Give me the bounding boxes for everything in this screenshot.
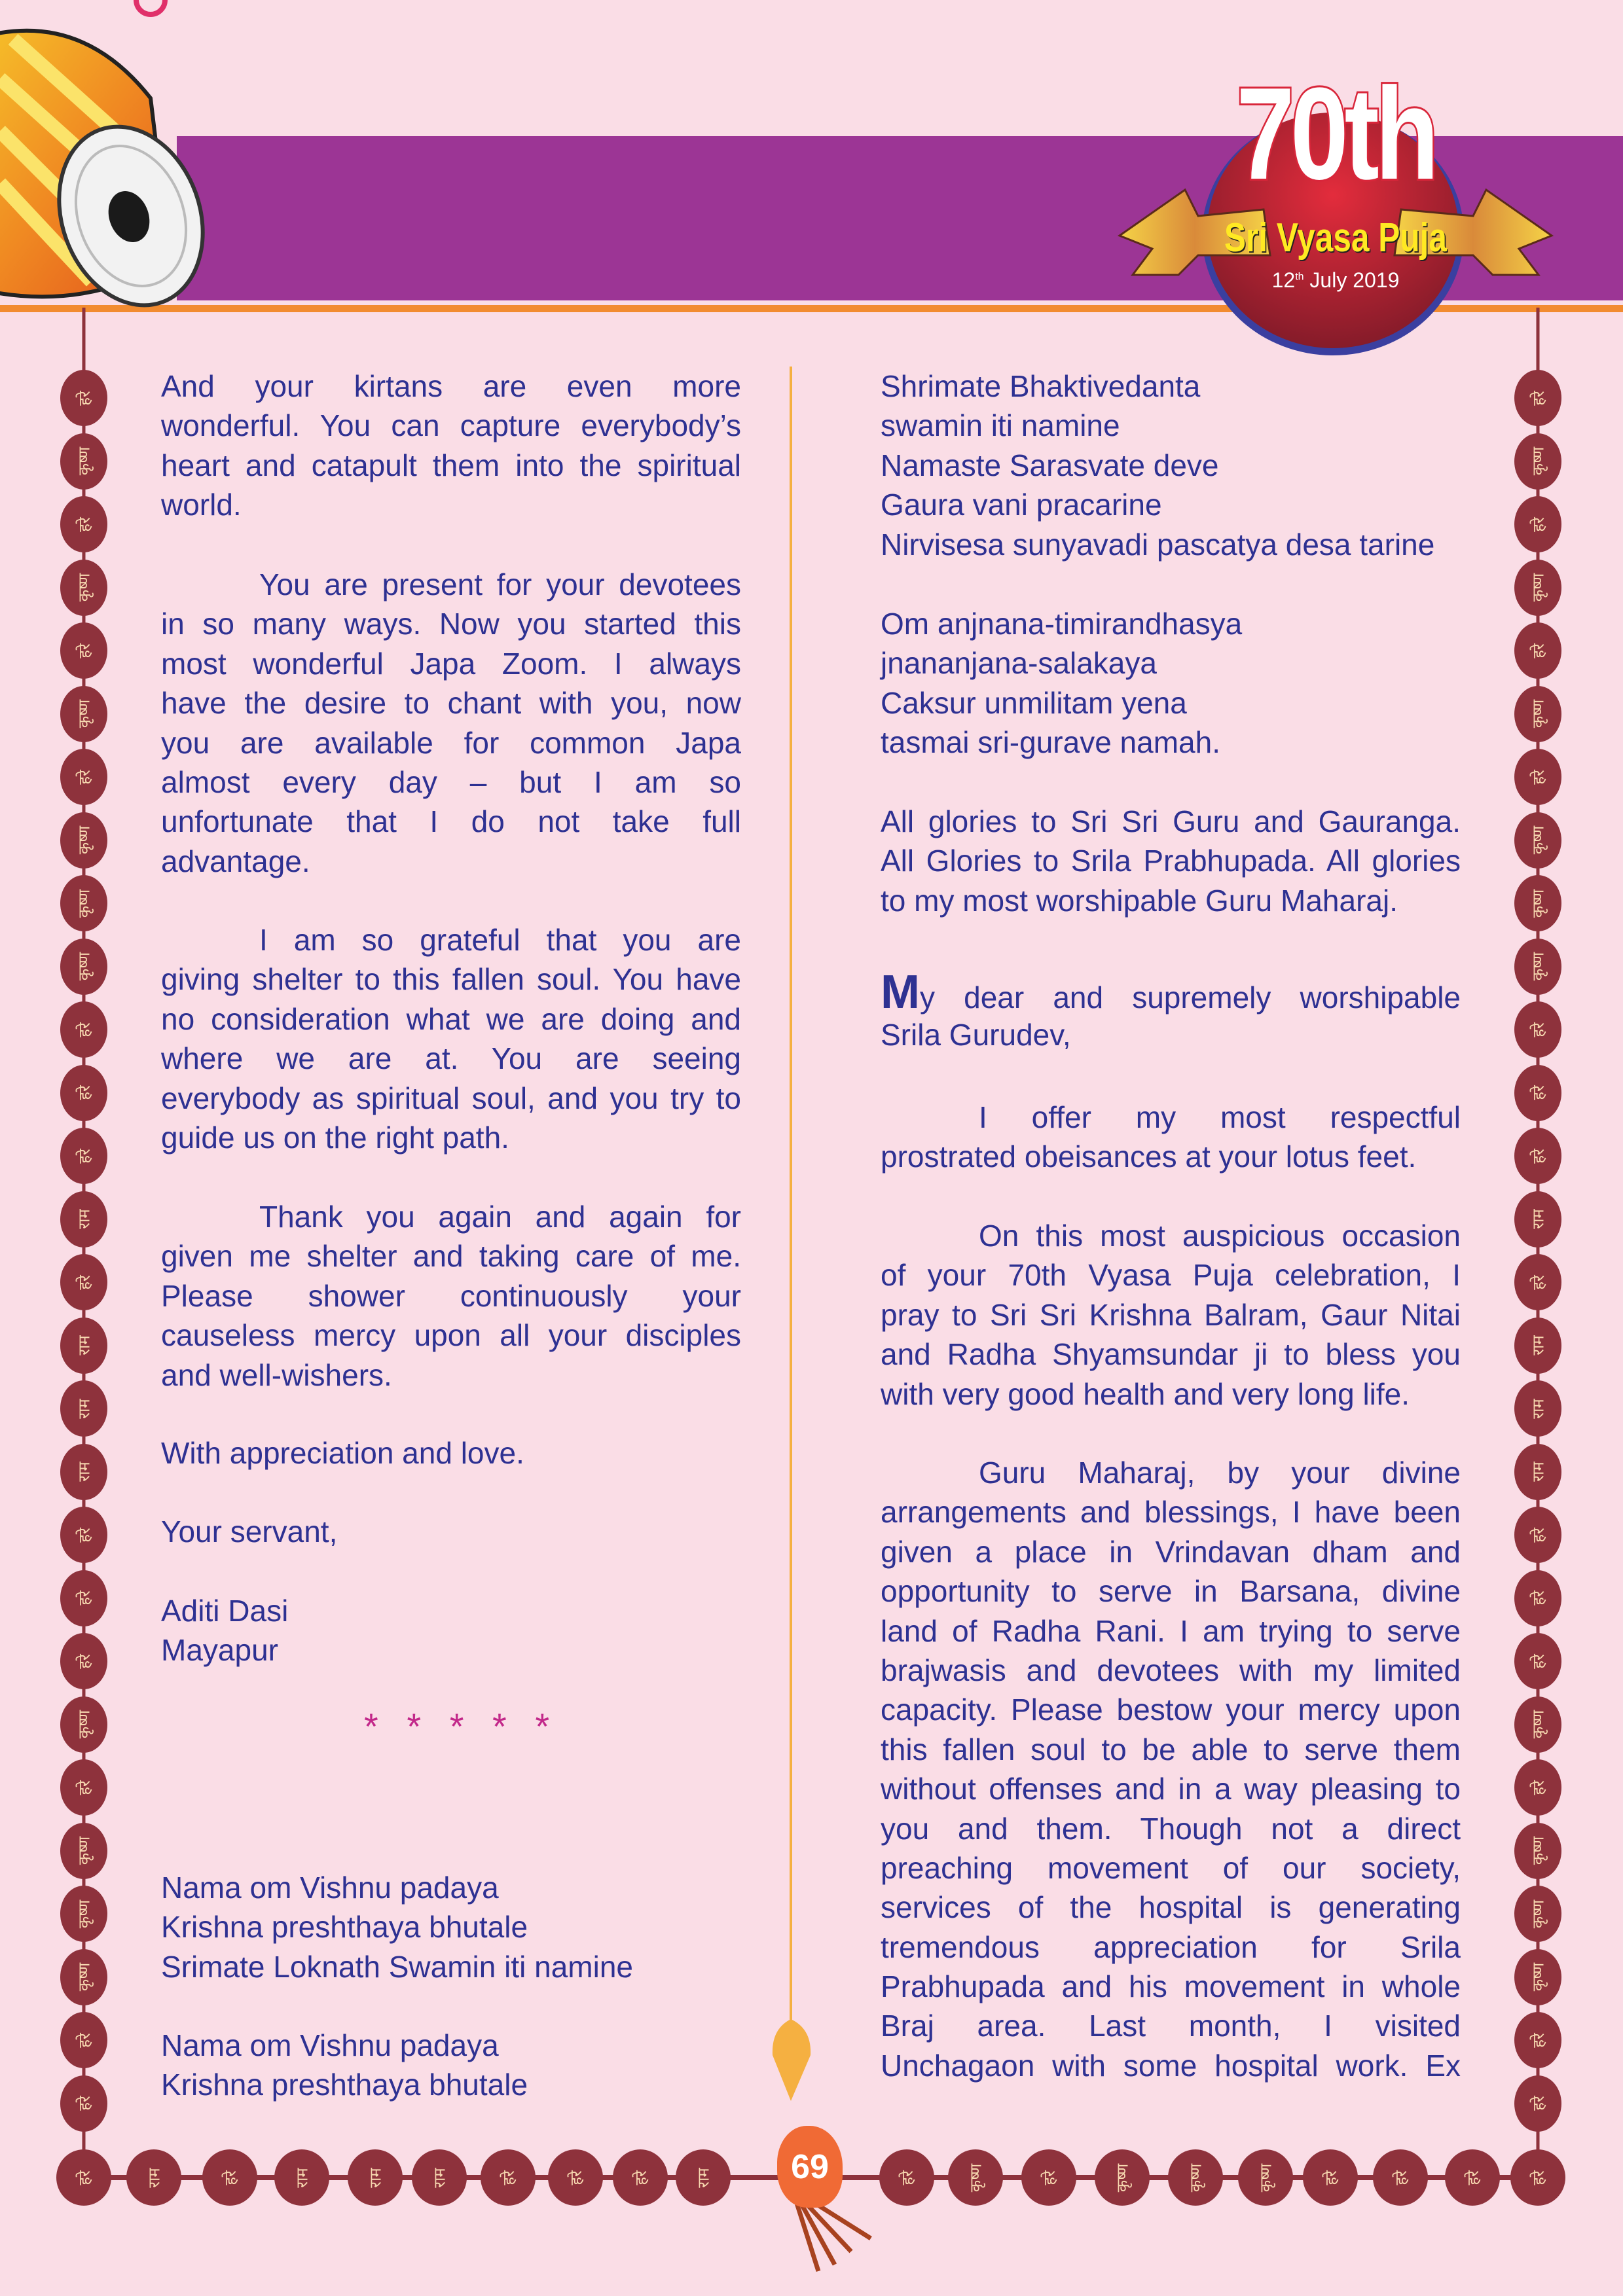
text-line: given a place in Vrindavan dham and — [881, 1534, 1461, 1569]
paragraph — [881, 966, 1461, 1055]
text-line: Nirvisesa sunyavadi pascatya desa tarine — [881, 527, 1435, 562]
bead-label: हरे — [75, 1653, 94, 1669]
bottom-bead — [348, 2149, 403, 2206]
bead-label: राम — [1529, 1462, 1548, 1482]
bead-label: हरे — [1529, 1590, 1548, 1605]
text-line: brajwasis and devotees with my limited — [881, 1653, 1461, 1687]
text-line: no consideration what we are doing and — [161, 1001, 741, 1036]
left-bead — [60, 1823, 107, 1879]
text-line: Nama om Vishnu padaya — [161, 2028, 499, 2062]
badge-title: Sri Vyasa Puja — [1224, 215, 1448, 260]
left-bead — [60, 1633, 107, 1689]
bead-label: हरे — [1529, 1148, 1548, 1164]
text-line: preaching movement of our society, — [881, 1850, 1461, 1885]
text-line: arrangements and blessings, I have been — [881, 1495, 1461, 1530]
paragraph — [881, 1216, 1461, 1414]
left-bead — [60, 622, 107, 679]
bead-label: राम — [1529, 1335, 1548, 1355]
text-line: Krishna preshthaya bhutale — [161, 1910, 528, 1945]
right-bead — [1514, 1696, 1561, 1753]
left-bead — [60, 1949, 107, 2005]
text-line: Please shower continuously your — [161, 1278, 741, 1313]
bead-label: कृष्ण — [1529, 1962, 1548, 1992]
bead-label: हरे — [1529, 1022, 1548, 1037]
text-line: without offenses and in a way pleasing to — [881, 1772, 1461, 1806]
date-month-year: July 2019 — [1309, 268, 1400, 292]
left-bead — [60, 875, 107, 931]
bottom-bead — [412, 2149, 467, 2206]
left-bead — [60, 1254, 107, 1310]
text-line: Aditi Dasi — [161, 1594, 289, 1628]
bottom-bead — [56, 2149, 111, 2206]
right-bead — [1514, 1949, 1561, 2005]
left-bead — [60, 496, 107, 552]
right-bead — [1514, 1886, 1561, 1942]
bead-label: कृष्ण — [75, 825, 94, 855]
bead-label: कृष्ण — [1529, 952, 1548, 981]
right-bead — [1514, 560, 1561, 616]
right-bead — [1514, 2012, 1561, 2068]
bead-label: राम — [75, 1398, 94, 1419]
bottom-bead — [1168, 2149, 1223, 2206]
bead-label: हरे — [1529, 1085, 1548, 1100]
right-bead — [1514, 1254, 1561, 1310]
left-bead — [60, 560, 107, 616]
bead-label: हरे — [75, 516, 94, 532]
text-line: prostrated obeisances at your lotus feet. — [881, 1139, 1417, 1174]
text-line: this fallen soul to be able to serve them — [881, 1732, 1461, 1767]
bead-label: राम — [293, 2167, 312, 2188]
bead-label: कृष्ण — [1529, 1710, 1548, 1739]
text-line: given me shelter and taking care of me. — [161, 1239, 741, 1274]
paragraph — [161, 1512, 741, 1551]
paragraph — [161, 367, 741, 525]
text-line: where we are at. You are seeing — [161, 1041, 741, 1076]
left-bead — [60, 686, 107, 742]
text-line: All Glories to Srila Prabhupada. All glories — [881, 844, 1461, 878]
bead-label: राम — [430, 2167, 449, 2188]
text-line: services of the hospital is generating — [881, 1890, 1461, 1925]
right-bead — [1514, 1065, 1561, 1121]
paragraph — [161, 1868, 741, 1986]
bead-label: कृष्ण — [1529, 825, 1548, 855]
bead-label: हरे — [75, 2096, 94, 2111]
text-line: advantage. — [161, 844, 310, 878]
text-line: and well-wishers. — [161, 1357, 392, 1392]
drop-cap: M — [881, 966, 920, 1018]
right-bead — [1514, 939, 1561, 995]
bead-label: कृष्ण — [1186, 2163, 1205, 2192]
right-bead — [1514, 1633, 1561, 1689]
bead-label: राम — [75, 1209, 94, 1229]
bottom-bead — [548, 2149, 603, 2206]
right-bead — [1514, 1318, 1561, 1374]
bead-label: हरे — [1529, 1653, 1548, 1669]
bead-label: हरे — [1463, 2170, 1482, 2185]
right-bead — [1514, 749, 1561, 805]
right-bead — [1514, 1001, 1561, 1058]
text-line: Srila Gurudev, — [881, 1018, 1071, 1052]
text-line: land of Radha Rani. I am trying to serve — [881, 1613, 1461, 1648]
bead-label: हरे — [1529, 1780, 1548, 1795]
text-line: I am so grateful that you are — [259, 923, 741, 957]
bead-label: हरे — [221, 2170, 240, 2185]
bead-label: हरे — [1529, 2096, 1548, 2111]
right-bead — [1514, 875, 1561, 931]
right-bead — [1514, 1191, 1561, 1247]
text-line: heart and catapult them into the spiritual — [161, 448, 741, 482]
right-bead — [1514, 496, 1561, 552]
badge-ordinal: 70th — [1236, 61, 1435, 207]
left-bead — [60, 1001, 107, 1058]
left-bead — [60, 1570, 107, 1626]
left-bead — [60, 1065, 107, 1121]
text-line: Unchagaon with some hospital work. Ex — [881, 2048, 1461, 2083]
left-bead — [60, 1191, 107, 1247]
bottom-bead — [1373, 2149, 1428, 2206]
text-line: have the desire to chant with you, now — [161, 686, 741, 721]
bottom-bead — [948, 2149, 1003, 2206]
text-line: with very good health and very long life. — [881, 1376, 1410, 1411]
right-bead — [1514, 622, 1561, 679]
right-bead — [1514, 1444, 1561, 1500]
bottom-bead — [879, 2149, 934, 2206]
bead-label: कृष्ण — [75, 1836, 94, 1865]
left-bead — [60, 1759, 107, 1816]
bead-label: राम — [75, 1335, 94, 1355]
bead-label: हरे — [499, 2170, 518, 2185]
bead-label: हरे — [1529, 643, 1548, 658]
text-line: You are present for your devotees — [259, 567, 741, 601]
paragraph — [881, 802, 1461, 920]
bottom-bead — [1303, 2149, 1358, 2206]
bead-label: हरे — [1529, 1274, 1548, 1290]
bead-label: हरे — [75, 1590, 94, 1605]
paragraph — [161, 1197, 741, 1395]
bottom-bead — [202, 2149, 257, 2206]
left-bead — [60, 749, 107, 805]
text-line: in so many ways. Now you started this — [161, 607, 741, 641]
bead-label: हरे — [898, 2170, 917, 2185]
left-bead — [60, 433, 107, 490]
left-bead — [60, 1380, 107, 1437]
bead-label: राम — [1529, 1398, 1548, 1419]
left-bead — [60, 2012, 107, 2068]
bottom-bead — [676, 2149, 731, 2206]
text-line: I offer my most respectful — [979, 1100, 1461, 1134]
bead-label: हरे — [75, 2032, 94, 2048]
left-bead — [60, 2075, 107, 2132]
text-line: guide us on the right path. — [161, 1120, 509, 1155]
bead-label: कृष्ण — [75, 1710, 94, 1739]
bottom-bead — [613, 2149, 668, 2206]
bead-label: कृष्ण — [75, 1899, 94, 1928]
text-line: tasmai sri-gurave namah. — [881, 725, 1220, 760]
bead-label: कृष्ण — [1529, 1836, 1548, 1865]
right-bead — [1514, 1823, 1561, 1879]
right-bead — [1514, 812, 1561, 869]
bead-label: राम — [694, 2167, 713, 2188]
text-line: Prabhupada and his movement in whole — [881, 1969, 1461, 2004]
right-bead — [1514, 1507, 1561, 1563]
bead-label: कृष्ण — [1529, 889, 1548, 918]
bead-label: कृष्ण — [1529, 573, 1548, 602]
text-line: With appreciation and love. — [161, 1436, 524, 1470]
paragraph — [881, 367, 1461, 564]
right-bead — [1514, 1128, 1561, 1184]
right-bead — [1514, 2075, 1561, 2132]
bead-label: राम — [75, 1462, 94, 1482]
paragraph — [881, 1453, 1461, 2085]
paragraph — [881, 604, 1461, 762]
bottom-bead — [1445, 2149, 1500, 2206]
page-number-bead — [777, 2126, 843, 2208]
bead-label: राम — [145, 2167, 164, 2188]
text-line: Thank you again and again for — [259, 1200, 741, 1234]
page-number: 69 — [791, 2147, 829, 2186]
bead-label: राम — [366, 2167, 385, 2188]
text-line: pray to Sri Sri Krishna Balram, Gaur Nitai — [881, 1297, 1461, 1332]
text-line: unfortunate that I do not take full — [161, 804, 741, 839]
right-bead — [1514, 1759, 1561, 1816]
paragraph — [161, 2026, 741, 2105]
bead-label: हरे — [75, 1274, 94, 1290]
paragraph — [161, 565, 741, 881]
text-line: jnananjana-salakaya — [881, 646, 1157, 681]
bead-label: हरे — [75, 1148, 94, 1164]
text-line: Srimate Loknath Swamin iti namine — [161, 1949, 633, 1984]
text-line: Braj area. Last month, I visited — [881, 2009, 1461, 2043]
left-bead — [60, 1696, 107, 1753]
left-bead — [60, 1444, 107, 1500]
text-line: causeless mercy upon all your disciples — [161, 1318, 741, 1353]
tassel-icon — [795, 2199, 871, 2271]
bead-label: हरे — [1529, 390, 1548, 406]
date-suffix: th — [1295, 271, 1304, 283]
left-bead — [60, 1128, 107, 1184]
text-line: Gaura vani pracarine — [881, 488, 1162, 522]
text-line: and Radha Shyamsundar ji to bless you — [881, 1337, 1461, 1372]
bead-label: कृष्ण — [75, 573, 94, 602]
text-line: to my most worshipable Guru Maharaj. — [881, 883, 1398, 918]
bottom-bead — [1095, 2149, 1150, 2206]
bead-label: कृष्ण — [1529, 446, 1548, 476]
bead-label: हरे — [75, 769, 94, 785]
bottom-bead — [1021, 2149, 1076, 2206]
bead-label: हरे — [75, 1527, 94, 1543]
bottom-bead — [481, 2149, 536, 2206]
text-line: giving shelter to this fallen soul. You have — [161, 962, 741, 997]
bead-label: हरे — [75, 1085, 94, 1100]
bead-label: कृष्ण — [1529, 1899, 1548, 1928]
left-bead — [60, 370, 107, 426]
text-line: Caksur unmilitam yena — [881, 685, 1187, 720]
bead-label: हरे — [1321, 2170, 1340, 2185]
text-line: everybody as spiritual soul, and you try to — [161, 1081, 741, 1115]
bead-label: हरे — [75, 643, 94, 658]
text-line: opportunity to serve in Barsana, divine — [881, 1574, 1461, 1609]
bead-label: कृष्ण — [75, 889, 94, 918]
right-bead — [1514, 433, 1561, 490]
text-line: Nama om Vishnu padaya — [161, 1871, 499, 1905]
right-bead — [1514, 1380, 1561, 1437]
text-line: you and them. Though not a direct — [881, 1811, 1461, 1846]
text-line: tremendous appreciation for Srila — [881, 1929, 1461, 1964]
text-line: most wonderful Japa Zoom. I always — [161, 646, 741, 681]
left-bead — [60, 939, 107, 995]
date-day: 12 — [1271, 268, 1296, 292]
bead-label: कृष्ण — [75, 446, 94, 476]
text-line: you are available for common Japa — [161, 725, 741, 760]
bead-label: हरे — [1529, 2170, 1548, 2185]
text-line: almost every day – but I am so — [161, 764, 741, 799]
section-separator-stars: * * * * * — [364, 1706, 559, 1747]
text-line: And your kirtans are even more — [161, 369, 741, 403]
text-line: On this most auspicious occasion — [979, 1219, 1461, 1253]
paragraph — [161, 920, 741, 1157]
bead-label: राम — [1529, 1209, 1548, 1229]
left-bead — [60, 1507, 107, 1563]
text-line: All glories to Sri Sri Guru and Gauranga. — [881, 804, 1461, 838]
bead-label: कृष्ण — [1529, 699, 1548, 728]
text-line: Krishna preshthaya bhutale — [161, 2068, 528, 2102]
text-line: Shrimate Bhaktivedanta — [881, 369, 1201, 403]
left-bead — [60, 1886, 107, 1942]
text-line: world. — [161, 488, 242, 522]
text-line: capacity. Please bestow your mercy upon — [881, 1693, 1461, 1727]
text-line: of your 70th Vyasa Puja celebration, I — [881, 1258, 1461, 1293]
text-line: wonderful. You can capture everybody’s — [161, 408, 741, 443]
bead-label: हरे — [1391, 2170, 1410, 2185]
bead-label: कृष्ण — [966, 2163, 985, 2192]
bottom-bead — [1510, 2149, 1565, 2206]
left-bead — [60, 1318, 107, 1374]
text-line: swamin iti namine — [881, 408, 1120, 443]
left-bead — [60, 812, 107, 869]
right-bead — [1514, 1570, 1561, 1626]
paragraph — [881, 1098, 1461, 1177]
bead-label: हरे — [1529, 516, 1548, 532]
bead-label: हरे — [75, 2170, 94, 2185]
bead-label: हरे — [1529, 2032, 1548, 2048]
text-line: Mayapur — [161, 1633, 278, 1668]
bottom-bead — [126, 2149, 181, 2206]
bead-label: हरे — [1040, 2170, 1059, 2185]
bead-label: हरे — [1529, 769, 1548, 785]
text-line — [881, 966, 1461, 1018]
paragraph — [161, 1433, 741, 1473]
bead-label: हरे — [75, 390, 94, 406]
bead-label: कृष्ण — [75, 1962, 94, 1992]
bead-label: कृष्ण — [75, 699, 94, 728]
bead-label: कृष्ण — [1113, 2163, 1132, 2192]
text-line: Namaste Sarasvate deve — [881, 448, 1219, 482]
bead-label: हरे — [631, 2170, 650, 2185]
right-bead — [1514, 686, 1561, 742]
bottom-bead — [1238, 2149, 1293, 2206]
bottom-bead — [274, 2149, 329, 2206]
bead-label: हरे — [75, 1022, 94, 1037]
bead-label: हरे — [75, 1780, 94, 1795]
divider-pendant — [773, 2019, 811, 2101]
bead-label: हरे — [566, 2170, 585, 2185]
bead-label: कृष्ण — [75, 952, 94, 981]
text-line-rest: y dear and supremely worshipable — [919, 980, 1461, 1014]
bead-label: कृष्ण — [1256, 2163, 1275, 2192]
paragraph — [161, 1591, 741, 1670]
text-line: Om anjnana-timirandhasya — [881, 607, 1243, 641]
text-line: Your servant, — [161, 1515, 338, 1549]
right-bead — [1514, 370, 1561, 426]
bead-label: हरे — [1529, 1527, 1548, 1543]
text-line: Guru Maharaj, by your divine — [979, 1456, 1461, 1490]
